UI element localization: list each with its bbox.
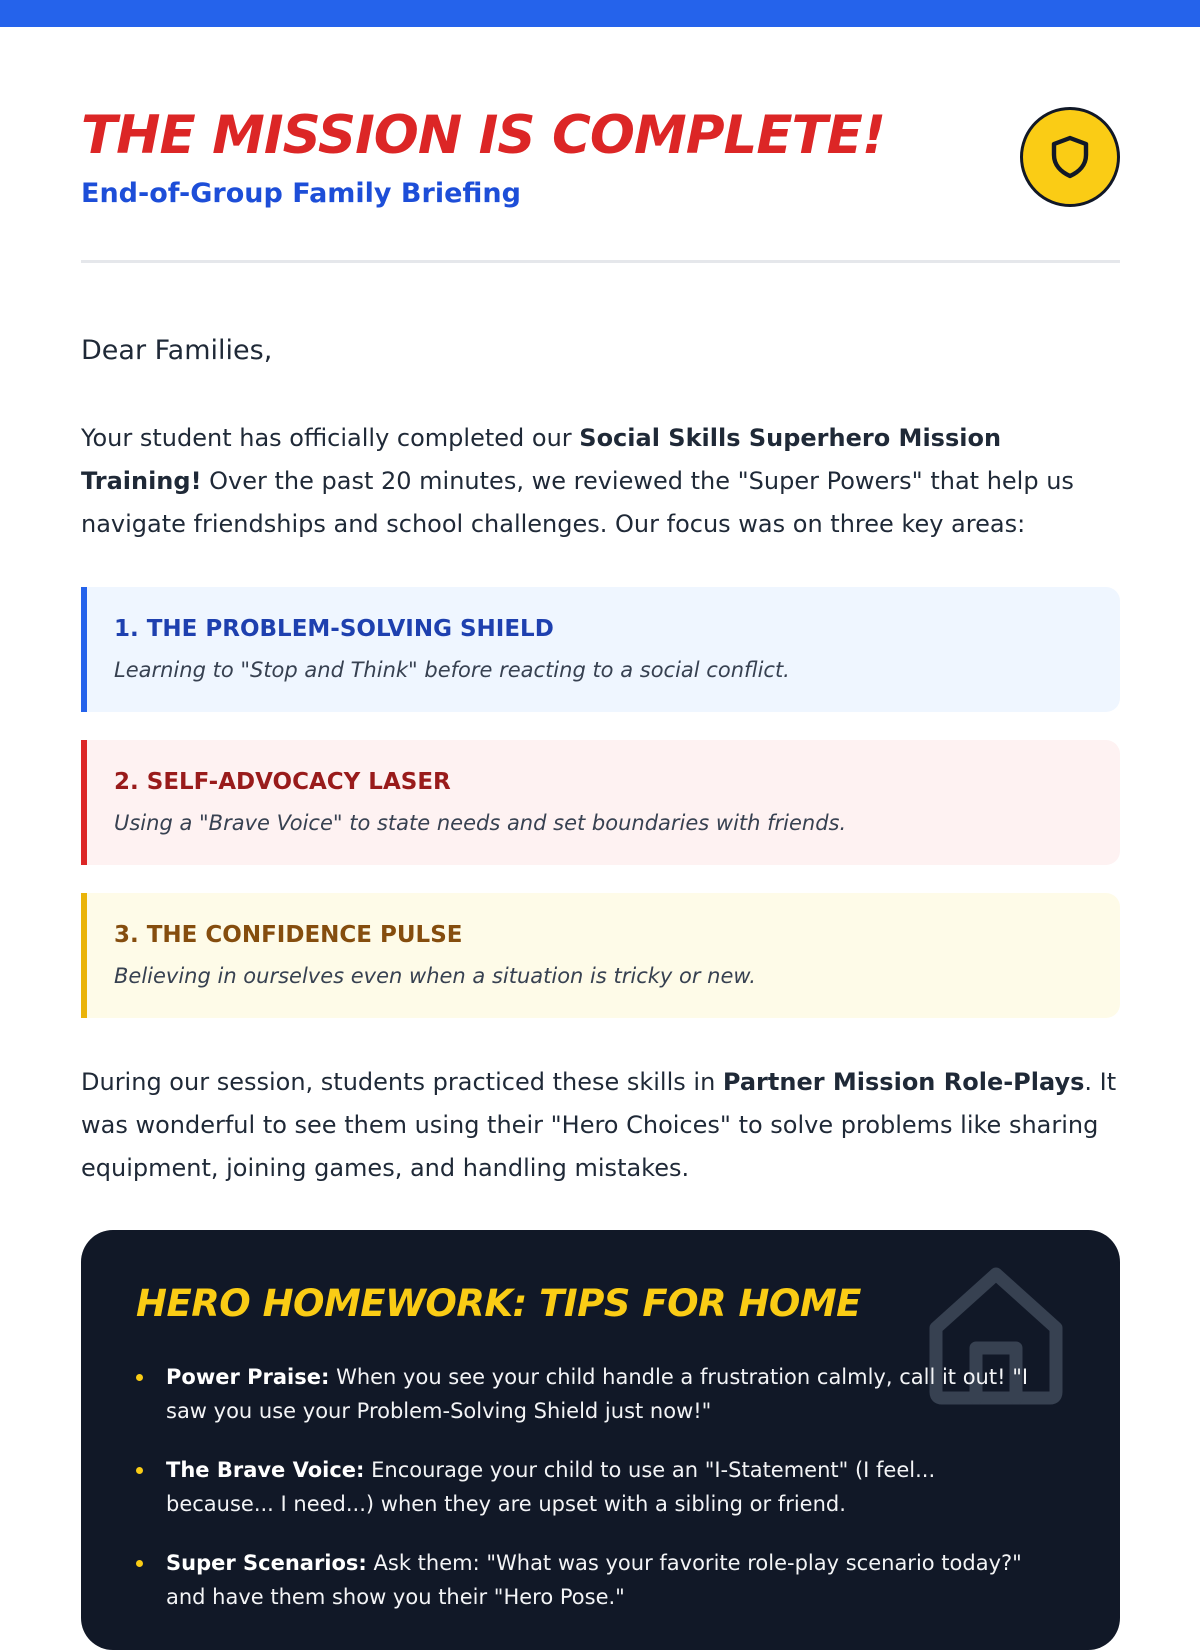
list-item bbox=[136, 1360, 1046, 1428]
power-description: Believing in ourselves even when a situation is tricky or new. bbox=[114, 963, 756, 988]
intro-emphasis: Social Skills Superhero Mission Training! bbox=[81, 424, 1002, 495]
bullet-dot bbox=[136, 1467, 143, 1474]
list-item bbox=[136, 1546, 1046, 1614]
shield-icon bbox=[1046, 132, 1094, 182]
list-item bbox=[136, 1453, 1046, 1521]
power-description: Using a "Brave Voice" to state needs and set boundaries with friends. bbox=[114, 810, 847, 835]
intro-paragraph bbox=[81, 417, 1120, 546]
homework-title: HERO HOMEWORK: TIPS FOR HOME bbox=[136, 1282, 861, 1325]
power-card-problem-solving bbox=[81, 587, 1120, 712]
tip-label: Super Scenarios: bbox=[166, 1551, 367, 1575]
letter-greeting: Dear Families, bbox=[81, 335, 273, 366]
shield-badge bbox=[1020, 107, 1120, 207]
tip-text: Encourage your child to use an "I-Statement" (I feel... because... I need...) when they are upset with a sibling or friend. bbox=[166, 1458, 936, 1516]
power-title: 2. SELF-ADVOCACY LASER bbox=[114, 769, 451, 795]
session-text-start: During our session, students practiced these skills in bbox=[81, 1068, 723, 1096]
tip-text: When you see your child handle a frustration calmly, call it out! "I saw you use your Problem-Solving Shield just now!" bbox=[166, 1365, 1029, 1423]
top-accent-bar bbox=[0, 0, 1200, 27]
tip-text: Ask them: "What was your favorite role-play scenario today?" and have them show you their "Hero Pose." bbox=[166, 1551, 1022, 1609]
intro-text-end: Over the past 20 minutes, we reviewed the "Super Powers" that help us navigate friendships and school challenges. Our focus was on three key areas: bbox=[81, 467, 1074, 538]
tip-label: The Brave Voice: bbox=[166, 1458, 365, 1482]
power-title: 1. THE PROBLEM-SOLVING SHIELD bbox=[114, 616, 554, 642]
page-title: THE MISSION IS COMPLETE! bbox=[81, 105, 886, 166]
power-title: 3. THE CONFIDENCE PULSE bbox=[114, 922, 463, 948]
header-divider bbox=[81, 260, 1120, 263]
session-emphasis: Partner Mission Role-Plays bbox=[722, 1068, 1085, 1096]
homework-tips-list bbox=[136, 1360, 1046, 1639]
intro-text-start: Your student has officially completed our bbox=[81, 424, 580, 452]
power-card-self-advocacy bbox=[81, 740, 1120, 865]
power-card-confidence bbox=[81, 893, 1120, 1018]
page-subtitle: End-of-Group Family Briefing bbox=[81, 178, 521, 209]
page-header bbox=[81, 100, 1120, 270]
session-paragraph bbox=[81, 1061, 1120, 1190]
bullet-dot bbox=[136, 1560, 143, 1567]
session-text-end: . It was wonderful to see them using their "Hero Choices" to solve problems like sharing equipment, joining games, and handling mistakes. bbox=[81, 1068, 1117, 1182]
power-description: Learning to "Stop and Think" before reacting to a social conflict. bbox=[114, 657, 790, 682]
hero-homework-panel bbox=[81, 1230, 1120, 1650]
tip-label: Power Praise: bbox=[166, 1365, 330, 1389]
bullet-dot bbox=[136, 1374, 143, 1381]
